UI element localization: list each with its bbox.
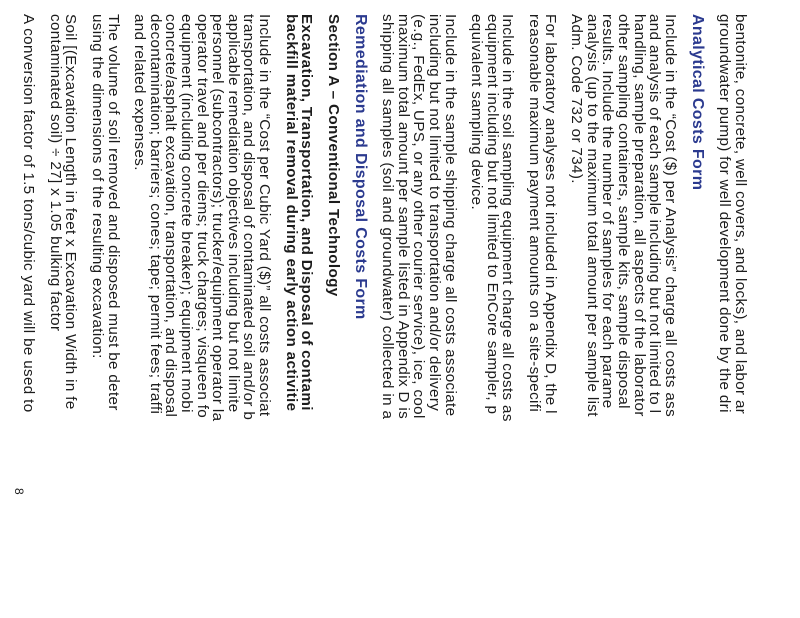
block-gap <box>458 14 469 618</box>
text-line: contaminated soil) ÷ 27] x 1.05 bulking factor <box>46 14 64 332</box>
paragraph <box>21 14 37 618</box>
text-line: Excavation, Transportation, and Disposal of contami <box>298 14 316 411</box>
text-line: bentonite, concrete, well covers, and locks), and labor ar <box>732 14 749 415</box>
paragraph <box>469 14 516 618</box>
section-heading: Analytical Costs Form <box>688 14 706 191</box>
text-line: equivalent sampling device. <box>468 14 486 211</box>
text-line: operator travel and per diems; truck charges; visqueen fo <box>193 14 211 419</box>
text-line: Include in the sample shipping charge all costs associate <box>441 14 459 417</box>
paragraph <box>569 14 678 618</box>
text-line: Soil [(Excavation Length in feet x Excavation Width in fe <box>62 14 80 410</box>
text-line: groundwater pump) for well development done by the dri <box>716 14 734 413</box>
text-line: other sampling containers, sample kits, sample disposal <box>615 14 633 409</box>
block-gap <box>314 14 325 618</box>
text-line: A conversion factor of 1.5 tons/cubic yard will be used to <box>20 14 38 413</box>
text-line: For laboratory analyses not included in Appendix D, the l <box>541 14 559 414</box>
block-gap <box>341 14 352 618</box>
text-line: analysis (up to the maximum total amount per sample list <box>583 14 601 417</box>
paragraph <box>717 14 748 618</box>
text-line: personnel (subcontractors); trucker/equipment operator la <box>209 14 227 422</box>
bold-paragraph <box>283 14 314 618</box>
block-gap <box>369 14 380 618</box>
text-line: shipping all samples (soil and groundwater) collected in a <box>379 14 397 420</box>
block-gap <box>272 14 283 618</box>
text-line: reasonable maximum payment amounts on a site-specifi <box>526 14 544 413</box>
text-line: Include in the “Cost per Cubic Yard ($)” all costs associat <box>255 14 273 417</box>
section-heading: Remediation and Disposal Costs Form <box>351 14 369 320</box>
text-line: equipment including but not limited to EnCore sampler, p <box>483 14 501 415</box>
page-number: 8 <box>12 488 26 495</box>
block-gap <box>678 14 689 618</box>
paragraph <box>132 14 272 618</box>
paragraph <box>526 14 557 618</box>
text-line: maximum total amount per sample listed in Appendix D is <box>394 14 412 420</box>
paragraph <box>380 14 458 618</box>
text-line: Adm. Code 732 or 734). <box>568 14 586 184</box>
text-line: and analysis of each sample including but not limited to l <box>646 14 664 414</box>
text-line: backfill material removal during early action activitie <box>282 14 300 412</box>
text-line: including but not limited to transportation and/or delivery <box>426 14 444 412</box>
paragraph <box>89 14 120 618</box>
text-line: decontamination; barriers; cones; tape; permit fees; traffi <box>146 14 164 415</box>
text-line: applicable remediation objectives including but not limite <box>224 14 242 413</box>
block-gap <box>78 14 89 618</box>
text-line: concrete/asphalt excavation, transportation, and disposal <box>162 14 180 418</box>
text-line: Include in the soil sampling equipment charge all costs as <box>499 14 517 422</box>
document-text <box>21 14 748 618</box>
text-line: transportation, and disposal of contaminated soil and/or b <box>240 14 258 421</box>
paragraph <box>47 14 78 618</box>
block-gap <box>515 14 526 618</box>
text-line: using the dimensions of the resulting excavation: <box>89 14 106 359</box>
block-gap <box>706 14 717 618</box>
block-gap <box>36 14 47 618</box>
subsection-heading: Section A – Conventional Technology <box>324 14 342 297</box>
text-line: The volume of soil removed and disposed must be deter <box>104 14 122 411</box>
text-line: (e.g., FedEx, UPS, or any other courier service), ice, cool <box>410 14 428 419</box>
text-line: equipment (including concrete breaker); equipment mobi <box>177 14 195 413</box>
text-line: handling, sample preparation, all aspects of the laborator <box>630 14 648 417</box>
block-gap <box>121 14 132 618</box>
text-line: results. Include the number of samples for each parame <box>599 14 617 409</box>
text-line: and related expenses. <box>131 14 149 171</box>
text-line: Include in the “Cost ($) per Analysis” charge all costs ass <box>661 14 679 418</box>
block-gap <box>558 14 569 618</box>
